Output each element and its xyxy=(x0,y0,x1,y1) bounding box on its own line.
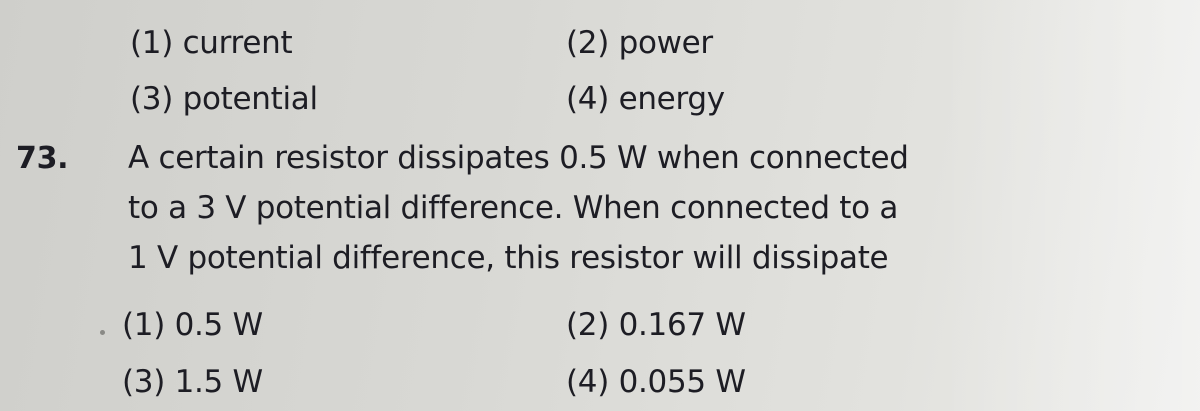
answer-option-4: (4) 0.055 W xyxy=(566,364,746,400)
prev-option-3: (3) potential xyxy=(130,81,318,117)
answer-option-1: (1) 0.5 W xyxy=(122,307,263,343)
question-line-3: 1 V potential difference, this resistor will dissipate xyxy=(128,240,889,276)
prev-option-1: (1) current xyxy=(130,25,293,61)
answer-option-3: (3) 1.5 W xyxy=(122,364,263,400)
light-glare xyxy=(940,0,1200,411)
answer-option-2: (2) 0.167 W xyxy=(566,307,746,343)
question-line-2: to a 3 V potential difference. When connected to a xyxy=(128,190,899,226)
question-number: 73. xyxy=(16,141,69,176)
prev-option-2: (2) power xyxy=(566,25,713,61)
question-line-1: A certain resistor dissipates 0.5 W when connected xyxy=(128,140,909,176)
margin-mark xyxy=(100,330,105,335)
prev-option-4: (4) energy xyxy=(566,81,725,117)
